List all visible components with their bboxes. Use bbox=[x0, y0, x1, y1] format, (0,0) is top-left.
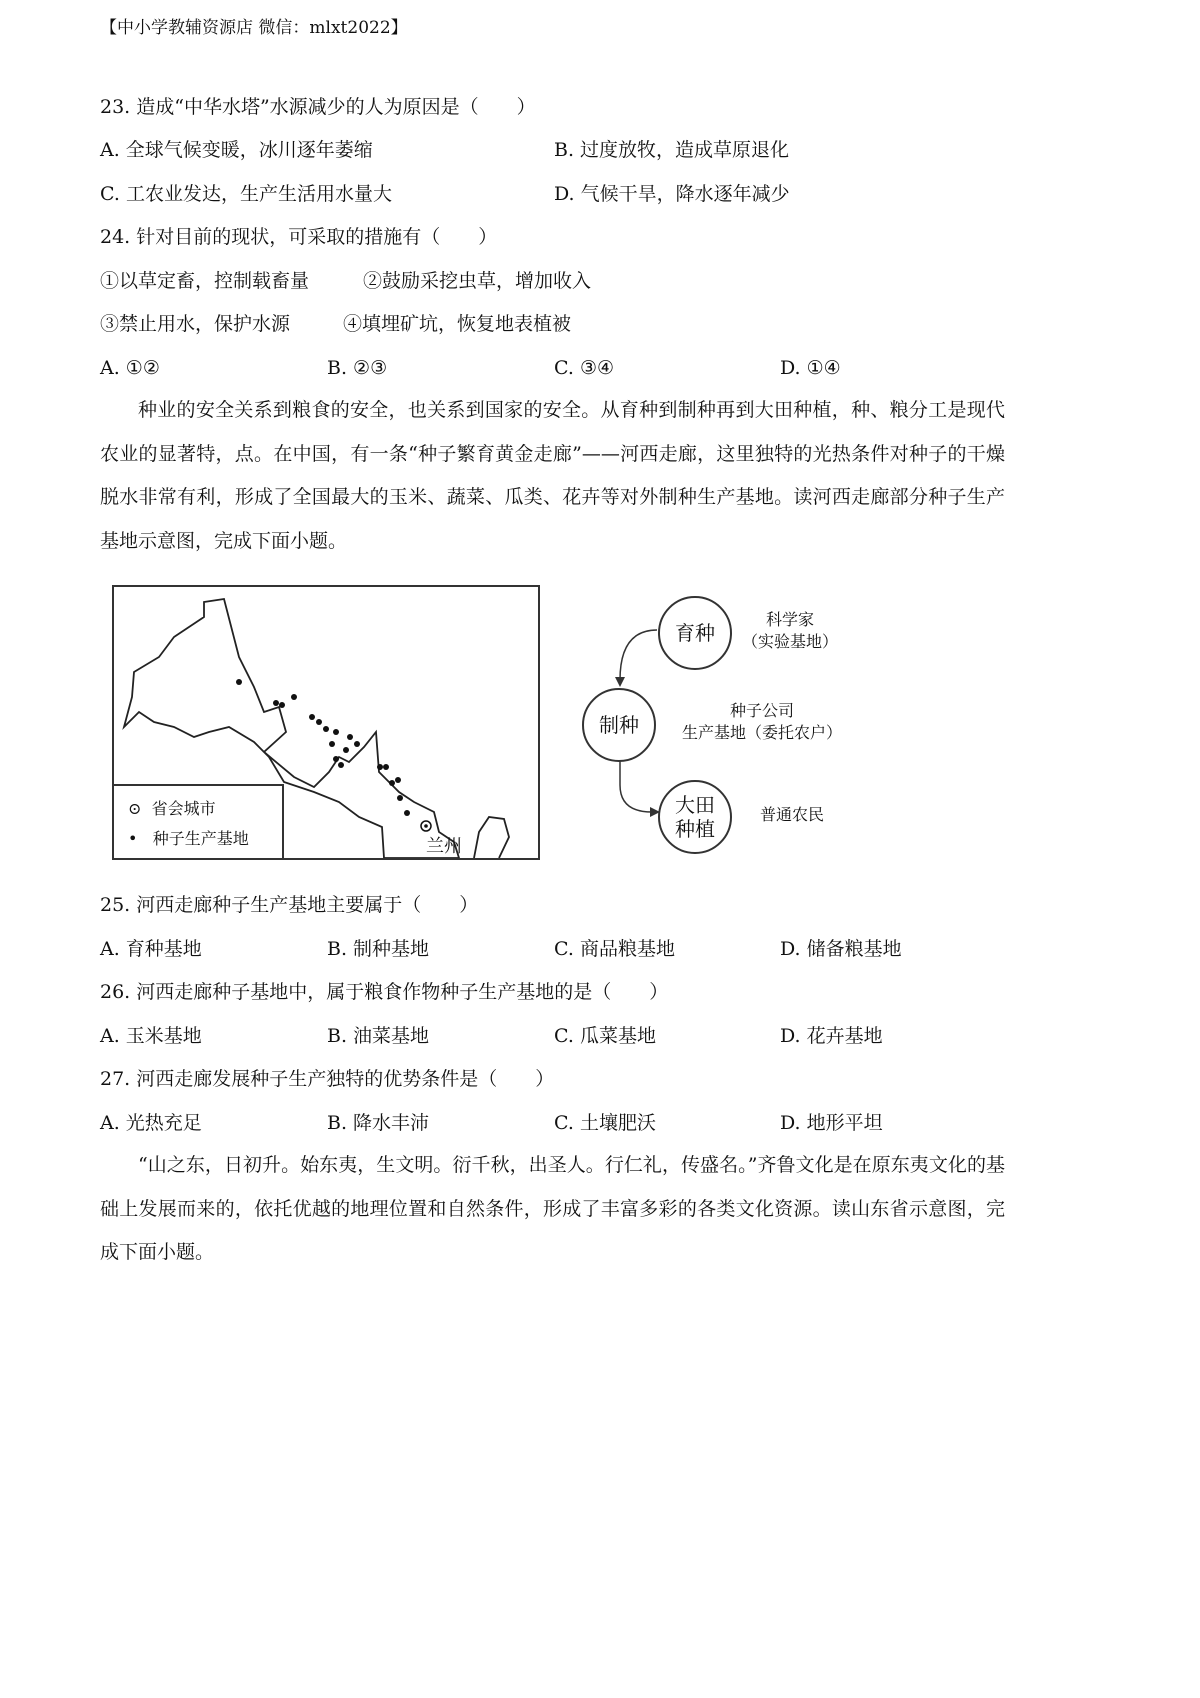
hexi-corridor-map bbox=[112, 585, 540, 860]
provincial-capital-icon: ⊙ bbox=[128, 799, 142, 818]
label-seed-company-line2: 生产基地（委托农户） bbox=[681, 723, 842, 742]
node-breeding-label: 育种 bbox=[675, 621, 715, 645]
q26-option-d[interactable]: D. 花卉基地 bbox=[780, 1025, 883, 1047]
legend-capital-label: 省会城市 bbox=[151, 799, 216, 818]
q24-option-a[interactable]: A. ①② bbox=[100, 357, 160, 379]
q24-item-4: ④填埋矿坑，恢复地表植被 bbox=[343, 313, 572, 335]
seed-base-icon: • bbox=[128, 829, 138, 848]
node-field-planting-line1: 大田 bbox=[675, 793, 715, 817]
q25-option-d[interactable]: D. 储备粮基地 bbox=[780, 938, 902, 960]
q24-item-2: ②鼓励采挖虫草，增加收入 bbox=[363, 270, 592, 292]
node-field-planting-line2: 种植 bbox=[675, 817, 715, 841]
q23-stem: 23. 造成“中华水塔”水源减少的人为原因是（ ） bbox=[100, 96, 536, 118]
watermark-header: 【中小学教辅资源店 微信：mlxt2022】 bbox=[100, 18, 408, 38]
q26-stem: 26. 河西走廊种子基地中，属于粮食作物种子生产基地的是（ ） bbox=[100, 981, 669, 1003]
q25-option-c[interactable]: C. 商品粮基地 bbox=[554, 938, 675, 960]
map-legend bbox=[114, 784, 284, 858]
q27-option-b[interactable]: B. 降水丰沛 bbox=[327, 1112, 430, 1134]
node-seed-production bbox=[582, 688, 656, 762]
q26-option-c[interactable]: C. 瓜菜基地 bbox=[554, 1025, 656, 1047]
q25-option-b[interactable]: B. 制种基地 bbox=[327, 938, 430, 960]
q26-option-b[interactable]: B. 油菜基地 bbox=[327, 1025, 430, 1047]
node-field-planting bbox=[658, 780, 732, 854]
legend-seed-base-label: 种子生产基地 bbox=[152, 829, 249, 848]
label-farmers bbox=[752, 804, 832, 826]
label-scientist bbox=[740, 609, 840, 653]
q24-item-3: ③禁止用水，保护水源 bbox=[100, 313, 291, 335]
passage-shandong: “山之东，日初升。始东夷，生文明。衍千秋，出圣人。行仁礼，传盛名。”齐鲁文化是在原东夷文化的基础上发展而来的，依托优越的地理位置和自然条件，形成了丰富多彩的各类文化资源。读山东省示意图，完成下面小题。 bbox=[100, 1154, 1005, 1263]
node-seed-production-label: 制种 bbox=[599, 713, 639, 737]
q24-option-d[interactable]: D. ①④ bbox=[780, 357, 841, 379]
q27-stem: 27. 河西走廊发展种子生产独特的优势条件是（ ） bbox=[100, 1068, 555, 1090]
q24-option-b[interactable]: B. ②③ bbox=[327, 357, 388, 379]
node-breeding bbox=[658, 596, 732, 670]
q23-option-d[interactable]: D. 气候干旱，降水逐年减少 bbox=[554, 183, 790, 205]
q27-option-c[interactable]: C. 土壤肥沃 bbox=[554, 1112, 656, 1134]
q27-option-a[interactable]: A. 光热充足 bbox=[100, 1112, 202, 1134]
q23-option-c[interactable]: C. 工农业发达，生产生活用水量大 bbox=[100, 183, 392, 205]
q24-option-c[interactable]: C. ③④ bbox=[554, 357, 615, 379]
label-seed-company-line1: 种子公司 bbox=[729, 701, 794, 720]
label-farmers-line1: 普通农民 bbox=[759, 805, 824, 824]
label-seed-company bbox=[672, 700, 852, 744]
q26-option-a[interactable]: A. 玉米基地 bbox=[100, 1025, 202, 1047]
q25-stem: 25. 河西走廊种子生产基地主要属于（ ） bbox=[100, 894, 479, 916]
q23-option-b[interactable]: B. 过度放牧，造成草原退化 bbox=[554, 139, 790, 161]
passage-seed-industry: 种业的安全关系到粮食的安全，也关系到国家的安全。从育种到制种再到大田种植，种、粮分工是现代农业的显著特，点。在中国，有一条“种子繁育黄金走廊”——河西走廊，这里独特的光热条件对种子的干燥脱水非常有利，形成了全国最大的玉米、蔬菜、瓜类、花卉等对外制种生产基地。读河西走廊部分种子生产基地示意图，完成下面小题。 bbox=[100, 399, 1005, 552]
city-label-lanzhou: 兰州 bbox=[426, 836, 462, 857]
label-scientist-line2: （实验基地） bbox=[741, 632, 838, 651]
q27-option-d[interactable]: D. 地形平坦 bbox=[780, 1112, 883, 1134]
label-scientist-line1: 科学家 bbox=[765, 610, 814, 629]
q25-option-a[interactable]: A. 育种基地 bbox=[100, 938, 202, 960]
q24-stem: 24. 针对目前的现状，可采取的措施有（ ） bbox=[100, 226, 498, 248]
q24-item-1: ①以草定畜，控制载畜量 bbox=[100, 270, 310, 292]
q23-option-a[interactable]: A. 全球气候变暖，冰川逐年萎缩 bbox=[100, 139, 373, 161]
